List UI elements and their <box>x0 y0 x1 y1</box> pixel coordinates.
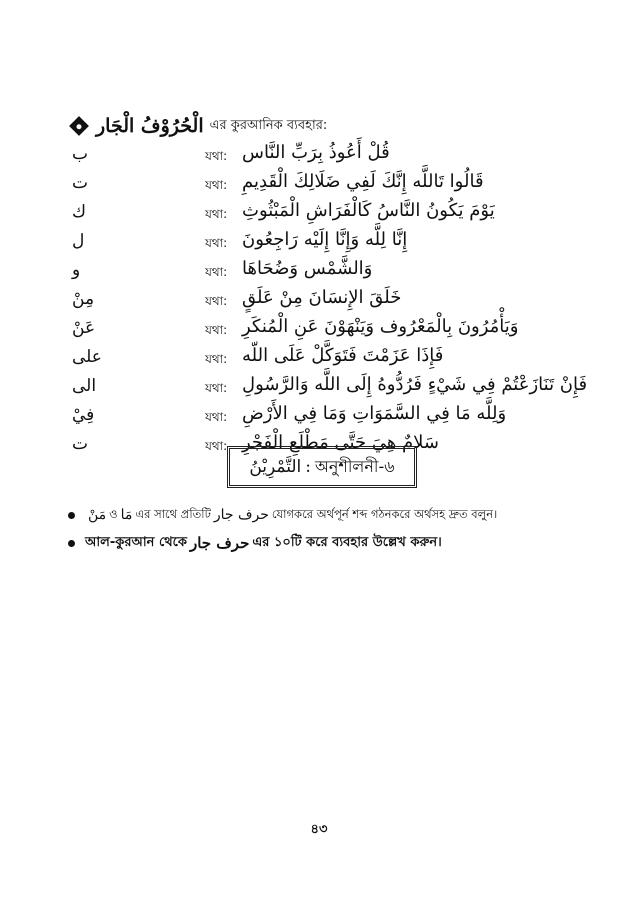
example-yatha: যথা: <box>205 294 228 308</box>
example-yatha: যথা: <box>205 410 228 424</box>
example-yatha: যথা: <box>205 149 228 163</box>
example-row <box>72 142 572 171</box>
example-letter: على <box>72 347 102 367</box>
example-yatha: যথা: <box>205 323 228 337</box>
diamond-bullet-icon <box>69 116 89 136</box>
exercise-title-separator: : <box>305 457 311 477</box>
example-ayah: فَإِذَا عَزَمْتَ فَتَوَكَّلْ عَلَى اللّه <box>242 345 444 366</box>
example-row <box>72 258 572 287</box>
example-ayah: إِنَّا لِلَّه وَإِنَّا إِلَيْه رَاجِعُونَ <box>242 229 408 250</box>
example-ayah: وَلِلَّه مَا فِي السَّمَوَاتِ وَمَا فِي الأَرْضِ <box>242 403 507 424</box>
example-letter: و <box>72 260 81 280</box>
bullet-dot-icon <box>68 512 75 519</box>
exercise-item-text: এর ১০টি করে ব্যবহার উল্লেখ করুন। <box>252 534 442 550</box>
examples-list <box>72 142 588 461</box>
example-ayah: فَإِنْ تَنَازَعْتُمْ فِي شَيْءٍ فَرُدُّوهُ إِلَى اللَّه وَالرَّسُولِ <box>242 374 588 395</box>
example-ayah: وَيَأْمُرُونَ بِالْمَعْرُوف وَيَنْهَوْنَ عَنِ الْمُنكَرِ <box>242 316 519 337</box>
example-ayah: يَوْمَ يَكُونُ النَّاسُ كَالْفَرَاشِ الْمَبْثُوثِ <box>242 200 495 221</box>
heading-arabic: الْحُرُوْفُ الْجَار <box>96 115 204 137</box>
example-yatha: যথা: <box>205 439 228 453</box>
example-yatha: যথা: <box>205 265 228 279</box>
example-yatha: যথা: <box>205 352 228 366</box>
exercise-item-text: ও <box>109 506 118 521</box>
example-letter: ك <box>72 202 87 222</box>
exercise-item-arabic: حرف جار <box>189 534 250 552</box>
example-letter: ل <box>72 231 85 251</box>
exercise-title-bengali: অনুশীলনী-৬ <box>314 456 395 476</box>
example-letter: فِيْ <box>72 405 95 425</box>
exercise-item <box>68 529 588 557</box>
heading-bengali: এর কুরআনিক ব্যবহার: <box>209 117 328 133</box>
example-letter: ب <box>72 144 89 164</box>
section-heading <box>72 112 572 140</box>
exercise-item-text: যোগকরে অর্থপূর্ন শব্দ গঠনকরে অর্থসহ দ্রুত বলুন। <box>271 506 498 521</box>
example-yatha: যথা: <box>205 207 228 221</box>
exercise-list <box>68 501 588 557</box>
example-letter: الى <box>72 376 97 396</box>
example-row <box>72 171 572 200</box>
exercise-item <box>68 501 588 529</box>
example-row <box>72 316 572 345</box>
exercise-item-text: আল-কুরআন থেকে <box>85 534 187 550</box>
example-ayah: سَلامٌ هِيَ حَتَّى مَطْلَعِ الْفَجْرِ <box>242 432 439 453</box>
example-ayah: وَالشَّمْس وَضُحَاهَا <box>242 258 373 279</box>
example-yatha: যথা: <box>205 178 228 192</box>
example-ayah: قُلْ أَعُوذُ بِرَبِّ النَّاس <box>242 142 390 163</box>
example-letter: عَنْ <box>72 318 96 338</box>
example-ayah: قَالُوا تَاللَّه إِنَّكَ لَفِي ضَلَالِكَ الْقَدِيمِ <box>242 171 484 192</box>
example-letter: مِنْ <box>72 289 95 309</box>
exercise-item-arabic: حرف جار <box>213 507 269 523</box>
example-letter: ت <box>72 434 89 454</box>
example-ayah: خَلَقَ الإِنسَانَ مِنْ عَلَقٍ <box>242 287 402 308</box>
example-row <box>72 345 572 374</box>
bullet-dot-icon <box>68 540 75 547</box>
exercise-item-arabic: مَنْ <box>88 507 107 523</box>
example-yatha: যথা: <box>205 381 228 395</box>
exercise-item-text: এর সাথে প্রতিটি <box>135 506 211 521</box>
example-row <box>72 200 572 229</box>
example-row <box>72 287 572 316</box>
exercise-title-box <box>227 446 417 488</box>
example-row <box>72 374 588 403</box>
exercise-title-arabic: التَّمْرِيْنُ <box>249 457 302 477</box>
exercise-item-arabic: مَا <box>120 507 133 523</box>
example-row <box>72 229 572 258</box>
page-number: ৪৩ <box>310 822 328 837</box>
example-letter: ت <box>72 173 89 193</box>
example-yatha: যথা: <box>205 236 228 250</box>
example-row <box>72 403 572 432</box>
